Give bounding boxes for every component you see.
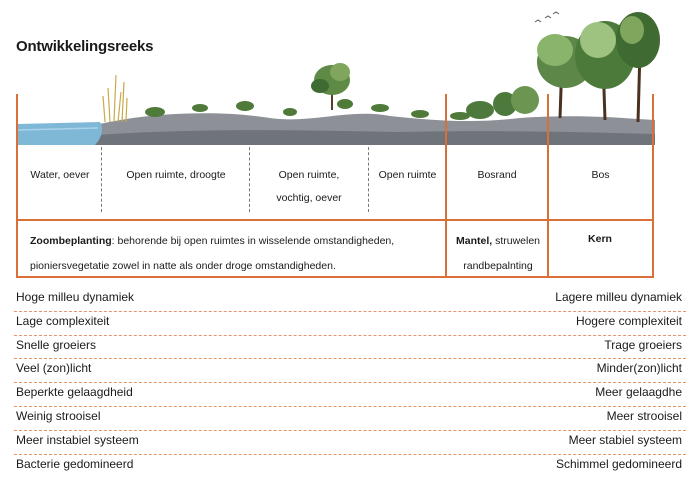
zoombeplanting-description — [30, 229, 445, 279]
mantel-text-1: struwelen — [492, 235, 541, 247]
left-text: Weinig strooisel — [16, 408, 101, 423]
right-text: Trage groeiers — [604, 337, 682, 352]
right-text: Hogere complexiteit — [575, 313, 682, 328]
list-item — [14, 359, 686, 383]
cell-water-oever: Water, oever — [30, 169, 90, 181]
comparison-list — [14, 288, 686, 477]
mantel-description — [450, 229, 546, 279]
list-item — [14, 312, 686, 336]
list-item — [14, 407, 686, 431]
cell-open-ruimte: Open ruimte — [378, 169, 437, 181]
right-text: Meer strooisel — [606, 408, 682, 423]
right-text: Minder(zon)licht — [596, 361, 682, 376]
cell-bos: Bos — [591, 169, 610, 181]
left-text: Meer instabiel systeem — [16, 432, 139, 447]
zoombeplanting-text-2: pioniersvegetatie zowel in natte als onder droge omstandigheden. — [30, 260, 336, 272]
zoombeplanting-text-1: : behorende bij open ruimtes in wisselende omstandigheden, — [111, 235, 395, 247]
cell-bosrand: Bosrand — [477, 169, 517, 181]
zoombeplanting-term: Zoombeplanting — [30, 235, 112, 247]
list-item — [14, 383, 686, 407]
left-text: Beperkte gelaagdheid — [16, 385, 133, 400]
kern-label: Kern — [588, 233, 612, 245]
left-text: Snelle groeiers — [16, 337, 97, 352]
left-text: Bacterie gedomineerd — [16, 456, 134, 471]
cell-open-ruimte-vochtig-line1: Open ruimte, — [278, 169, 340, 181]
list-item — [14, 431, 686, 455]
list-item — [14, 455, 686, 478]
diagram-title: Ontwikkelingsreeks — [16, 38, 154, 55]
right-text: Schimmel gedomineerd — [555, 456, 682, 471]
left-text: Hoge milleu dynamiek — [16, 290, 135, 304]
right-text: Meer stabiel systeem — [568, 432, 682, 447]
mantel-text-2: randbepalnting — [463, 260, 533, 272]
cell-open-ruimte-vochtig-line2: vochtig, oever — [276, 192, 342, 204]
right-text: Lagere milleu dynamiek — [555, 290, 682, 304]
mantel-term: Mantel, — [455, 235, 493, 247]
cell-open-ruimte-droogte: Open ruimte, droogte — [126, 169, 226, 181]
right-text: Meer gelaagdhe — [595, 385, 682, 400]
left-text: Lage complexiteit — [16, 313, 110, 328]
list-item — [14, 336, 686, 360]
list-item — [14, 288, 686, 312]
left-text: Veel (zon)licht — [16, 361, 92, 376]
